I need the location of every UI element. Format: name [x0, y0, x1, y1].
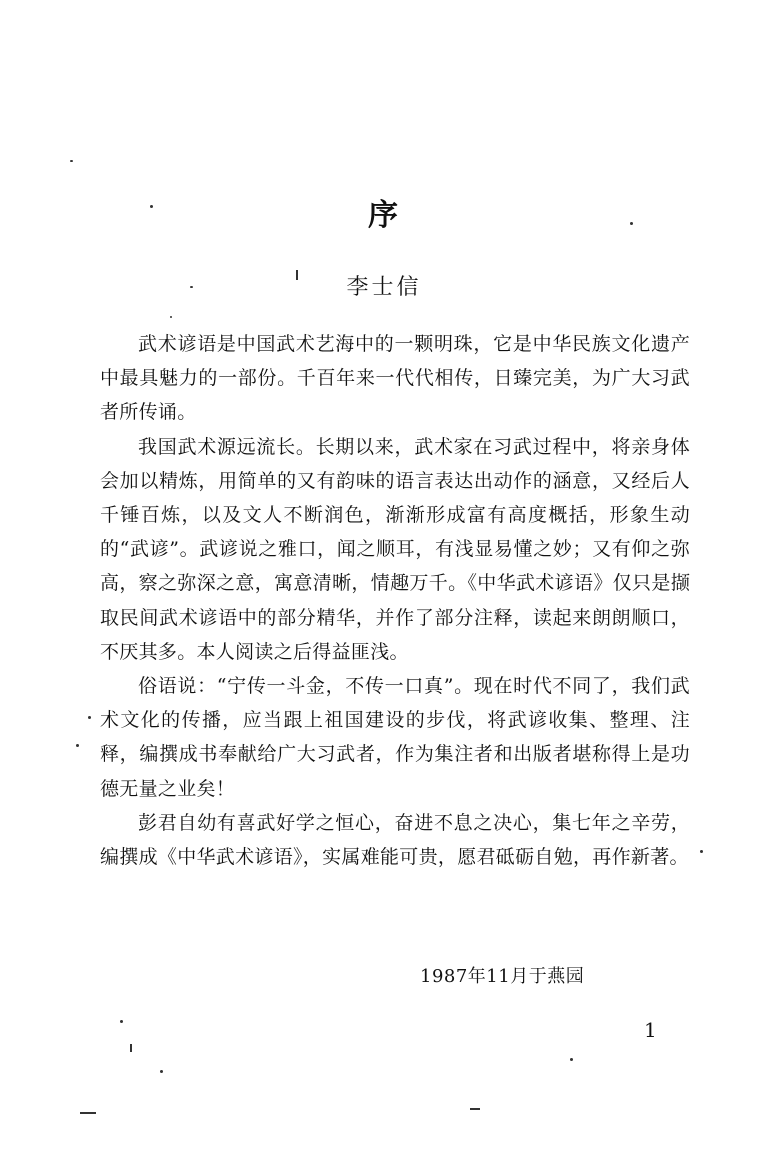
- paragraph: 彭君自幼有喜武好学之恒心，奋进不息之决心，集七年之辛劳，编撰成《中华武术谚语》，实属难能可贵，愿君砥砺自勉，再作新著。: [100, 811, 690, 869]
- scan-speck: [630, 222, 633, 225]
- page-title: 序: [368, 198, 400, 233]
- scan-speck: [120, 1020, 123, 1023]
- scan-speck: [80, 1112, 96, 1114]
- scan-speck: [170, 316, 172, 318]
- scan-speck: [160, 1070, 163, 1073]
- scan-speck: [70, 160, 73, 162]
- page-number: 1: [644, 1018, 657, 1042]
- paragraph: 俗语说：“宁传一斗金，不传一口真”。现在时代不同了，我们武术文化的传播，应当跟上祖国建设的步伐，将武谚收集、整理、注释，编撰成书奉献给广大习武者，作为集注者和出版者堪称得上是功德无量之业矣！: [100, 675, 690, 800]
- scan-speck: [150, 205, 153, 208]
- scan-speck: [700, 850, 703, 853]
- scan-speck: [76, 744, 79, 747]
- scan-speck: [130, 1044, 132, 1052]
- preface-body: [100, 327, 690, 874]
- paragraph: 我国武术源远流长。长期以来，武术家在习武过程中，将亲身体会加以精炼，用简单的又有韵味的语言表达出动作的涵意，又经后人千锤百炼，以及文人不断润色，渐渐形成富有高度概括，形象生动的“武谚”。武谚说之雅口，闻之顺耳，有浅显易懂之妙；又有仰之弥高，察之弥深之意，寓意清晰，情趣万千。《中华武术谚语》仅只是撷取民间武术谚语中的部分精华，并作了部分注释，读起来朗朗顺口，不厌其多。本人阅读之后得益匪浅。: [100, 435, 690, 663]
- scan-speck: [470, 1108, 480, 1110]
- author-name: 李士信: [346, 275, 422, 300]
- signature-date: 1987年11月于燕园: [420, 966, 585, 987]
- scan-speck: [296, 270, 298, 280]
- scan-speck: [570, 1058, 573, 1061]
- scan-speck: [88, 716, 91, 719]
- scan-speck: [190, 286, 193, 288]
- paragraph: 武术谚语是中国武术艺海中的一颗明珠，它是中华民族文化遗产中最具魅力的一部份。千百年来一代代相传，日臻完美，为广大习武者所传诵。: [100, 333, 690, 424]
